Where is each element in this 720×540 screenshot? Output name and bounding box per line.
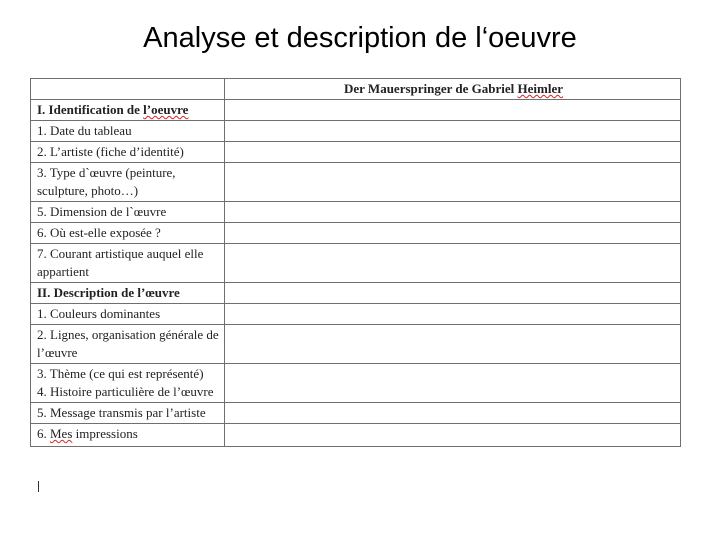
header-row [31,79,681,100]
table-row [31,142,681,163]
answer-cell[interactable] [225,121,681,142]
answer-cell[interactable] [225,424,681,447]
answer-cell[interactable] [225,364,681,403]
table-row [31,364,681,403]
question-label: 7. Courant artistique auquel elle appartient [31,244,225,283]
table-row [31,325,681,364]
table-row [31,121,681,142]
text-cursor [38,481,39,492]
question-label: 3. Thème (ce qui est représenté) 4. Histoire particulière de l’œuvre [31,364,225,403]
table-row [31,424,681,447]
answer-cell[interactable] [225,283,681,304]
analysis-worksheet-table [30,78,681,447]
question-label-prefix: 6. [37,426,50,441]
question-label: 1. Date du tableau [31,121,225,142]
table-row [31,223,681,244]
section-row [31,100,681,121]
answer-cell[interactable] [225,304,681,325]
answer-cell[interactable] [225,142,681,163]
question-label-rest: impressions [72,426,138,441]
table-row [31,163,681,202]
table-row [31,304,681,325]
question-label: 1. Couleurs dominantes [31,304,225,325]
answer-cell[interactable] [225,100,681,121]
answer-cell[interactable] [225,223,681,244]
document-title-name: Heimler [517,81,564,96]
question-label-word: Mes [50,426,73,441]
question-label: 2. L’artiste (fiche d’identité) [31,142,225,163]
document-title-prefix: Der Mauerspringer de Gabriel [343,81,518,96]
question-label [31,424,225,447]
section-row [31,283,681,304]
question-label: 3. Type d`œuvre (peinture, sculpture, photo…) [31,163,225,202]
question-label: 5. Dimension de l`œuvre [31,202,225,223]
section-title-identification-word: l’oeuvre [143,102,189,117]
section-title-description: II. Description de l’œuvre [31,283,225,304]
table-row [31,202,681,223]
answer-cell[interactable] [225,163,681,202]
header-empty-cell [31,79,225,100]
table-row [31,403,681,424]
question-label: 2. Lignes, organisation générale de l’œuvre [31,325,225,364]
answer-cell[interactable] [225,403,681,424]
answer-cell[interactable] [225,325,681,364]
answer-cell[interactable] [225,244,681,283]
question-label: 6. Où est-elle exposée ? [31,223,225,244]
question-label: 5. Message transmis par l’artiste [31,403,225,424]
table-row [31,244,681,283]
answer-cell[interactable] [225,202,681,223]
section-title-identification [31,100,225,121]
section-title-identification-prefix: I. Identification de [37,102,144,117]
document-title [225,79,681,100]
slide-title: Analyse et description de l‘oeuvre [143,22,577,54]
